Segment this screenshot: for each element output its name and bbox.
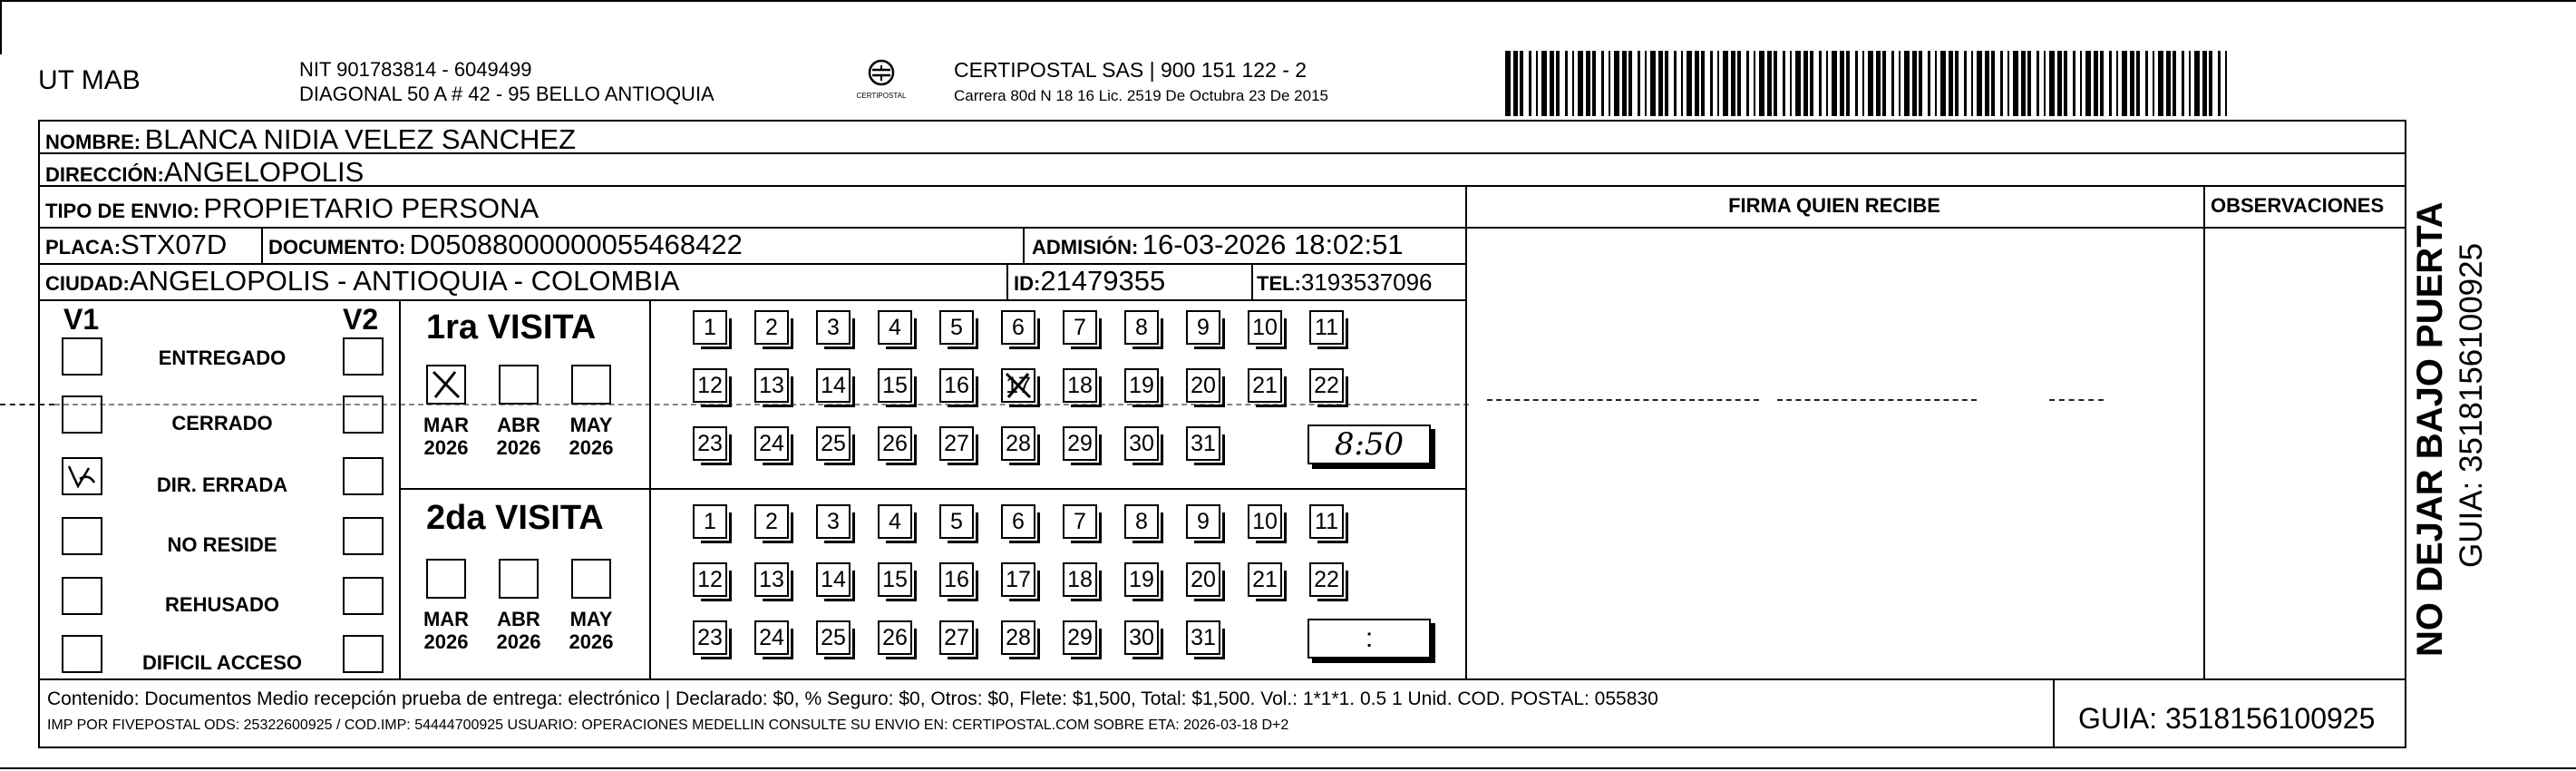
day-box-18[interactable]: 18 — [1063, 562, 1097, 597]
day-box-19[interactable]: 19 — [1124, 562, 1159, 597]
form-right — [2405, 120, 2406, 748]
day-box-30[interactable]: 30 — [1124, 620, 1159, 655]
observaciones-label: OBSERVACIONES — [2211, 194, 2385, 217]
placa-value: STX07D — [121, 229, 228, 260]
direccion-label: DIRECCIÓN: — [45, 163, 164, 186]
left-margin-line — [0, 0, 2, 54]
day-box-29[interactable]: 29 — [1063, 426, 1097, 461]
status-label: NO RESIDE — [167, 533, 277, 556]
row-line-5 — [38, 299, 1467, 301]
tel-label: TEL: — [1257, 272, 1301, 295]
tipo-value: PROPIETARIO PERSONA — [203, 192, 540, 224]
day-box-3[interactable]: 3 — [816, 504, 851, 539]
day-box-16[interactable]: 16 — [939, 368, 974, 403]
carrier-line: CERTIPOSTAL SAS | 900 151 122 - 2 — [954, 58, 1307, 82]
day-box-6[interactable]: 6 — [1001, 504, 1035, 539]
v1-checkbox[interactable] — [62, 337, 102, 376]
nombre-label: NOMBRE: — [45, 131, 141, 153]
ciudad-value: ANGELOPOLIS - ANTIOQUIA - COLOMBIA — [129, 265, 680, 297]
day-box-9[interactable]: 9 — [1186, 504, 1220, 539]
day-box-13[interactable]: 13 — [754, 368, 789, 403]
v1-checkbox[interactable] — [62, 517, 102, 555]
day-box-7[interactable]: 7 — [1063, 504, 1097, 539]
day-box-30[interactable]: 30 — [1124, 426, 1159, 461]
day-box-17[interactable]: 17 — [1001, 368, 1035, 403]
day-box-8[interactable]: 8 — [1124, 310, 1159, 345]
footer-guia-divider — [2053, 678, 2055, 747]
status-label: DIR. ERRADA — [156, 473, 288, 496]
day-box-10[interactable]: 10 — [1248, 310, 1282, 345]
day-box-29[interactable]: 29 — [1063, 620, 1097, 655]
day-box-13[interactable]: 13 — [754, 562, 789, 597]
month-label-mar: MAR 2026 — [423, 414, 470, 459]
month-checkbox-mar[interactable] — [426, 365, 466, 405]
v1-checkbox[interactable] — [62, 457, 102, 495]
side-warning: NO DEJAR BAJO PUERTA — [2410, 201, 2450, 657]
day-box-14[interactable]: 14 — [816, 562, 851, 597]
month-label-may: MAY 2026 — [569, 414, 614, 459]
admision-divider — [1023, 227, 1025, 263]
day-box-11[interactable]: 11 — [1309, 504, 1344, 539]
day-box-22[interactable]: 22 — [1309, 368, 1344, 403]
obs-header-line — [1467, 227, 2406, 229]
v1-checkbox[interactable] — [62, 635, 102, 673]
day-box-22[interactable]: 22 — [1309, 562, 1344, 597]
id-label: ID: — [1014, 272, 1041, 295]
row-line-2 — [38, 185, 2406, 187]
month-label-abr: ABR 2026 — [496, 608, 541, 653]
v1-label: V1 — [63, 303, 100, 336]
visit2-title: 2da VISITA — [426, 499, 604, 537]
day-box-27[interactable]: 27 — [939, 426, 974, 461]
day-box-28[interactable]: 28 — [1001, 620, 1035, 655]
fold-line-left — [0, 404, 54, 405]
day-box-26[interactable]: 26 — [878, 426, 912, 461]
day-box-2[interactable]: 2 — [754, 504, 789, 539]
time-box[interactable]: 8:50 — [1307, 425, 1431, 464]
nit-line: NIT 901783814 - 6049499 — [299, 58, 532, 81]
day-box-10[interactable]: 10 — [1248, 504, 1282, 539]
status-label: REHUSADO — [165, 593, 279, 616]
v1-checkbox[interactable] — [62, 577, 102, 615]
day-box-11[interactable]: 11 — [1309, 310, 1344, 345]
form-bottom — [38, 747, 2406, 748]
month-checkbox-may[interactable] — [571, 559, 611, 599]
v2-checkbox[interactable] — [343, 457, 384, 495]
month-checkbox-abr[interactable] — [499, 365, 539, 405]
day-box-27[interactable]: 27 — [939, 620, 974, 655]
day-box-4[interactable]: 4 — [878, 504, 912, 539]
day-box-20[interactable]: 20 — [1186, 368, 1220, 403]
month-checkbox-mar[interactable] — [426, 559, 466, 599]
day-box-21[interactable]: 21 — [1248, 562, 1282, 597]
id-divider — [1006, 263, 1008, 299]
admision-value: 16-03-2026 18:02:51 — [1142, 229, 1404, 260]
v2-label: V2 — [343, 303, 379, 336]
firma-label: FIRMA QUIEN RECIBE — [1728, 194, 1940, 217]
day-box-24[interactable]: 24 — [754, 620, 789, 655]
v2-checkbox[interactable] — [343, 517, 384, 555]
tel-value: 3193537096 — [1300, 268, 1433, 296]
day-box-1[interactable]: 1 — [693, 310, 727, 345]
bottom-margin-line — [0, 767, 2576, 769]
status-label: CERRADO — [171, 412, 273, 434]
day-box-24[interactable]: 24 — [754, 426, 789, 461]
day-box-5[interactable]: 5 — [939, 310, 974, 345]
day-box-17[interactable]: 17 — [1001, 562, 1035, 597]
obs-left — [2203, 185, 2205, 679]
day-box-21[interactable]: 21 — [1248, 368, 1282, 403]
day-box-23[interactable]: 23 — [693, 620, 727, 655]
license-line: Carrera 80d N 18 16 Lic. 2519 De Octubra 23 De 2015 — [954, 87, 1328, 104]
day-box-25[interactable]: 25 — [816, 620, 851, 655]
fold-line-firma-3 — [2049, 399, 2104, 401]
company-name: UT MAB — [38, 65, 141, 95]
svg-text:CERTIPOSTAL: CERTIPOSTAL — [856, 92, 907, 100]
status-label: ENTREGADO — [158, 346, 287, 369]
month-label-mar: MAR 2026 — [423, 608, 470, 653]
day-box-23[interactable]: 23 — [693, 426, 727, 461]
documento-value: D05088000000055468422 — [409, 229, 743, 260]
ciudad-label: CIUDAD: — [45, 272, 130, 295]
fold-line-firma — [1487, 399, 1759, 401]
visit1-title: 1ra VISITA — [426, 308, 597, 346]
month-label-may: MAY 2026 — [569, 608, 614, 653]
form-top — [38, 120, 2406, 122]
top-margin-line — [0, 0, 2576, 2]
v2-checkbox[interactable] — [343, 395, 384, 434]
month-checkbox-abr[interactable] — [499, 559, 539, 599]
admision-label: ADMISIÓN: — [1032, 236, 1139, 259]
fold-line-firma-2 — [1777, 399, 1977, 401]
day-box-14[interactable]: 14 — [816, 368, 851, 403]
direccion-value: ANGELOPOLIS — [163, 156, 365, 188]
day-box-26[interactable]: 26 — [878, 620, 912, 655]
tel-divider — [1251, 263, 1253, 299]
month-label-abr: ABR 2026 — [496, 414, 541, 459]
form-left — [38, 120, 40, 748]
day-box-20[interactable]: 20 — [1186, 562, 1220, 597]
day-box-7[interactable]: 7 — [1063, 310, 1097, 345]
footer-contenido: Contenido: Documentos Medio recepción prueba de entrega: electrónico | Declarado: $0, % Seguro: $0, Otros: $0, Flete: $1,500, Total: $1,500. Vol.: 1*1*1. 0.5 1 Unid. COD. POSTAL: 055830 — [47, 688, 1658, 709]
day-box-6[interactable]: 6 — [1001, 310, 1035, 345]
day-box-8[interactable]: 8 — [1124, 504, 1159, 539]
fold-line-mid — [54, 404, 1469, 405]
day-box-18[interactable]: 18 — [1063, 368, 1097, 403]
footer-imp: IMP POR FIVEPOSTAL ODS: 25322600925 / COD.IMP: 54444700925 USUARIO: OPERACIONES MEDELLIN CONSULTE SU ENVIO EN: CERTIPOSTAL.COM SOBRE ETA: 2026-03-18 D+2 — [47, 717, 1289, 733]
barcode — [1505, 51, 2231, 116]
day-box-25[interactable]: 25 — [816, 426, 851, 461]
firma-left — [1465, 185, 1467, 679]
day-box-31[interactable]: 31 — [1186, 620, 1220, 655]
day-box-15[interactable]: 15 — [878, 562, 912, 597]
visit-split — [399, 488, 1465, 490]
placa-label: PLACA: — [45, 236, 122, 259]
day-box-9[interactable]: 9 — [1186, 310, 1220, 345]
day-box-12[interactable]: 12 — [693, 368, 727, 403]
address-line: DIAGONAL 50 A # 42 - 95 BELLO ANTIOQUIA — [299, 83, 714, 105]
day-box-3[interactable]: 3 — [816, 310, 851, 345]
v2-checkbox[interactable] — [343, 577, 384, 615]
status-label: DIFICIL ACCESO — [141, 651, 302, 674]
day-box-15[interactable]: 15 — [878, 368, 912, 403]
day-box-31[interactable]: 31 — [1186, 426, 1220, 461]
documento-label: DOCUMENTO: — [268, 236, 406, 259]
day-box-4[interactable]: 4 — [878, 310, 912, 345]
footer-guia: GUIA: 3518156100925 — [2078, 702, 2376, 735]
month-checkbox-may[interactable] — [571, 365, 611, 405]
time-box[interactable]: : — [1307, 619, 1431, 659]
nombre-value: BLANCA NIDIA VELEZ SANCHEZ — [144, 123, 577, 155]
v2-checkbox[interactable] — [343, 635, 384, 673]
tipo-label: TIPO DE ENVIO: — [45, 200, 199, 222]
day-box-16[interactable]: 16 — [939, 562, 974, 597]
footer-top — [38, 678, 2406, 680]
v2-checkbox[interactable] — [343, 337, 384, 376]
id-value: 21479355 — [1040, 265, 1166, 297]
day-box-19[interactable]: 19 — [1124, 368, 1159, 403]
day-box-5[interactable]: 5 — [939, 504, 974, 539]
day-box-1[interactable]: 1 — [693, 504, 727, 539]
day-box-2[interactable]: 2 — [754, 310, 789, 345]
day-box-28[interactable]: 28 — [1001, 426, 1035, 461]
day-box-12[interactable]: 12 — [693, 562, 727, 597]
placa-divider — [261, 227, 263, 263]
v1-checkbox[interactable] — [62, 395, 102, 434]
side-guia: GUIA: 3518156100925 — [2454, 242, 2489, 568]
certipostal-logo — [852, 56, 910, 103]
